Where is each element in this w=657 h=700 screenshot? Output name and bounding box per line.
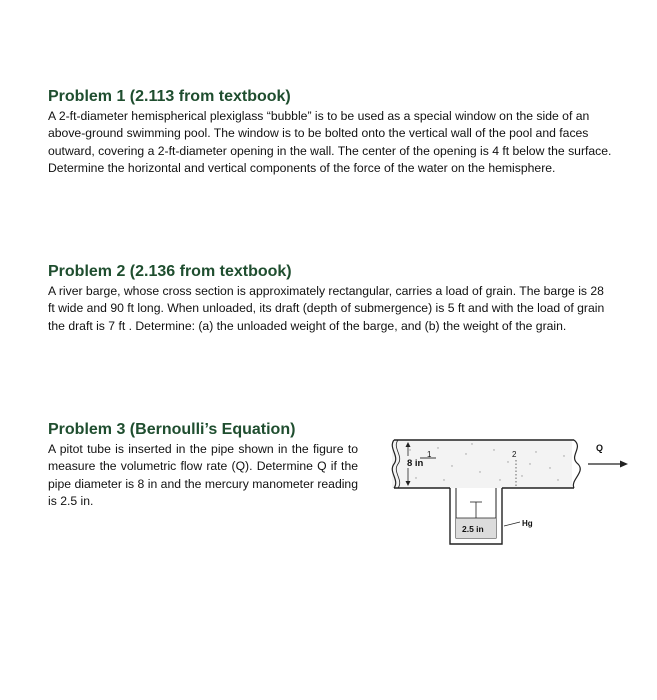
flow-arrow-head [620, 461, 628, 468]
reading-label: 2.5 in [462, 524, 484, 534]
problem-1 [48, 87, 613, 178]
diameter-label: 8 in [407, 458, 424, 469]
point-1-label: 1 [427, 450, 432, 459]
flow-label: Q [596, 443, 604, 453]
problem-2 [48, 262, 613, 335]
pitot-tube-figure [380, 432, 630, 552]
fluid-leader-line [504, 522, 520, 526]
fluid-label: Hg [522, 519, 533, 528]
problem-2-title: Problem 2 (2.136 from textbook) [48, 263, 292, 280]
problem-3-text: A pitot tube is inserted in the pipe shown in the figure to measure the volumetric flow rate (Q). Determine Q if the pipe diameter is 8 in and the mercury manometer reading is 2.5 in. [48, 442, 358, 509]
pipe-right-break [573, 440, 580, 488]
problem-2-text: A river barge, whose cross section is approximately rectangular, carries a load of grain. The barge is 28 ft wide and 90 ft long. When unloaded, its draft (depth of submergence) is 5 ft and with the load of grain the draft is 7 ft . Determine: (a) the unloaded weight of the barge, and (b) the weight of the grain. [48, 284, 605, 333]
problem-3-title: Problem 3 (Bernoulli’s Equation) [48, 421, 296, 438]
problem-3 [48, 420, 358, 511]
point-2-label: 2 [512, 450, 517, 459]
problem-1-title: Problem 1 (2.113 from textbook) [48, 88, 291, 105]
problem-1-text: A 2-ft-diameter hemispherical plexiglass “bubble” is to be used as a special window on the side of an above-ground swimming pool. The window is to be bolted onto the vertical wall of the pool and faces outward, covering a 2-ft-diameter opening in the wall. The center of the opening is 4 ft below the surface. Determine the horizontal and vertical components of the force of the water on the hemisphere. [48, 109, 612, 176]
